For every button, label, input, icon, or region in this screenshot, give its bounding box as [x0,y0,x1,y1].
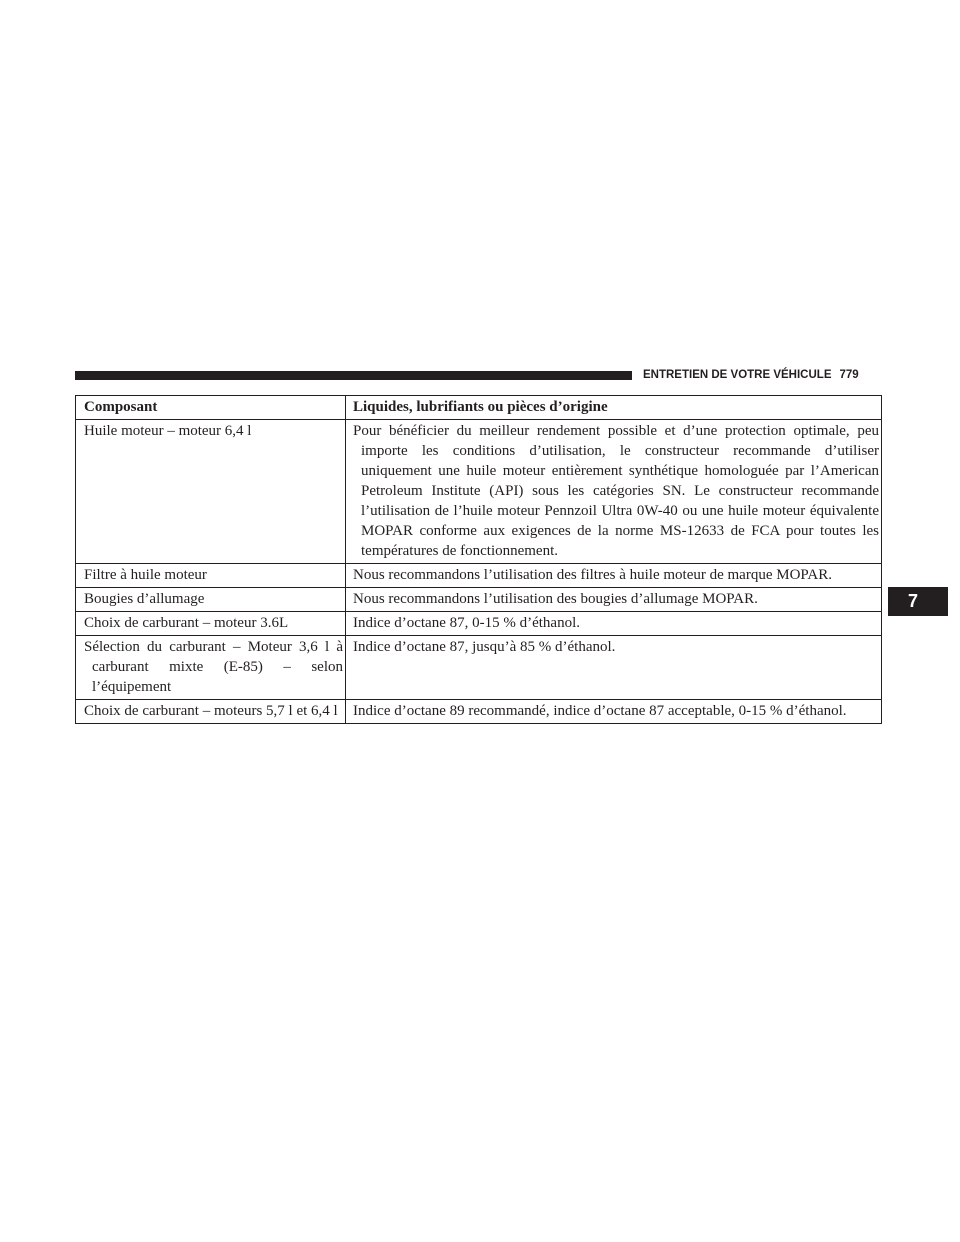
running-header [643,366,883,384]
table-row [76,588,882,612]
page-number: 779 [839,369,859,381]
cell-spec: Pour bénéficier du meilleur rendement possible et d’une protection optimale, peu importe les conditions d’utilisation, le constructeur recommande d’utiliser uniquement une huile moteur entièrement synthétique homologuée par l’American Petroleum Institute (API) sous les catégories SN. Le constructeur recommande l’utilisation de l’huile moteur Pennzoil Ultra 0W-40 ou une huile moteur équivalente MOPAR conforme aux exigences de la norme MS-12633 de FCA pour toutes les températures de fonctionnement. [346,420,882,564]
cell-component: Sélection du carburant – Moteur 3,6 l à carburant mixte (E-85) – selon l’équipement [76,636,346,700]
table-row [76,564,882,588]
section-title: ENTRETIEN DE VOTRE VÉHICULE [643,369,832,381]
cell-spec: Indice d’octane 87, 0-15 % d’éthanol. [346,612,882,636]
column-header-spec: Liquides, lubrifiants ou pièces d’origine [346,396,882,420]
table-row [76,636,882,700]
table-row [76,612,882,636]
column-header-component: Composant [76,396,346,420]
chapter-tab: 7 [888,587,948,616]
cell-component: Filtre à huile moteur [76,564,346,588]
header-rule [75,371,632,380]
fluids-lubricants-table [75,395,882,724]
cell-component: Choix de carburant – moteur 3.6L [76,612,346,636]
table-row [76,700,882,724]
cell-spec: Indice d’octane 89 recommandé, indice d’octane 87 acceptable, 0-15 % d’éthanol. [346,700,882,724]
cell-spec: Nous recommandons l’utilisation des bougies d’allumage MOPAR. [346,588,882,612]
cell-spec: Nous recommandons l’utilisation des filtres à huile moteur de marque MOPAR. [346,564,882,588]
cell-spec: Indice d’octane 87, jusqu’à 85 % d’éthanol. [346,636,882,700]
table-header-row [76,396,882,420]
table-row [76,420,882,564]
cell-component: Choix de carburant – moteurs 5,7 l et 6,4 l [76,700,346,724]
cell-component: Bougies d’allumage [76,588,346,612]
cell-component: Huile moteur – moteur 6,4 l [76,420,346,564]
